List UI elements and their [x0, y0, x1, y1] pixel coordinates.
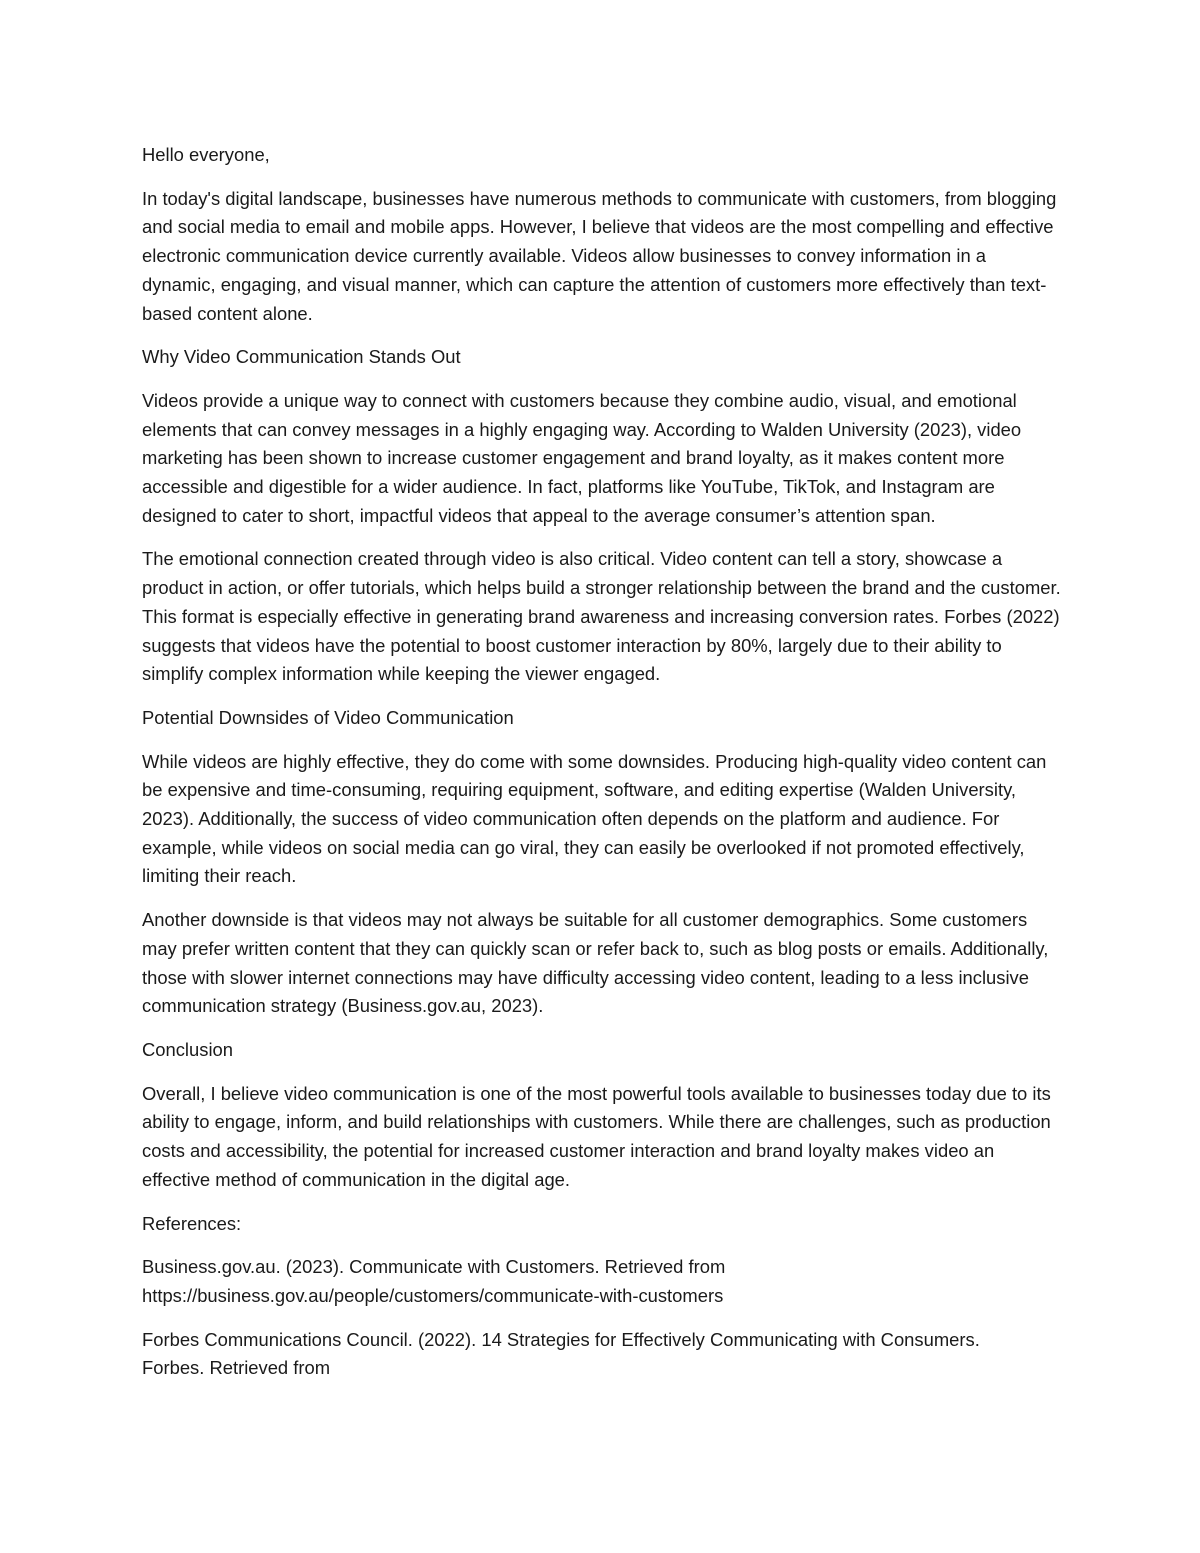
greeting: Hello everyone, [142, 144, 270, 165]
section-heading-conclusion: Conclusion [142, 1038, 233, 1060]
reference-url: https://business.gov.au/people/customers/communicate-with-customers [142, 1284, 724, 1306]
references-heading: References: [142, 1212, 242, 1234]
section-heading-downsides: Potential Downsides of Video Communication [142, 706, 514, 728]
conclusion-paragraph: Overall, I believe video communication is one of the most powerful tools available to businesses today due to its ability to engage, inform, and build relationships with customers. While there are challenges, such as production costs and accessibility, the potential for increased customer interaction and brand loyalty makes video an effective method of communication in the digital age. [142, 1082, 1051, 1190]
intro-paragraph: In today's digital landscape, businesses have numerous methods to communicate with customers, from blogging and social media to email and mobile apps. However, I believe that videos are the most compelling and effective electronic communication device currently available. Videos allow businesses to convey information in a dynamic, engaging, and visual manner, which can capture the attention of customers more effectively than text-based content alone. [142, 187, 1057, 324]
reference-citation-continued: Forbes. Retrieved from [142, 1357, 331, 1379]
reference-citation: Forbes Communications Council. (2022). 14 Strategies for Effectively Communicating with Consumers. [142, 1328, 980, 1350]
document-body [142, 141, 1062, 1398]
paragraph: While videos are highly effective, they do come with some downsides. Producing high-quality video content can be expensive and time-consuming, requiring equipment, software, and editing expertise (Walden University, 2023). Additionally, the success of video communication often depends on the platform and audience. For example, while videos on social media can go viral, they can easily be overlooked if not promoted effectively, limiting their reach. [142, 750, 1047, 887]
paragraph: The emotional connection created through video is also critical. Video content can tell a story, showcase a product in action, or offer tutorials, which helps build a stronger relationship between the brand and the customer. This format is especially effective in generating brand awareness and increasing conversion rates. Forbes (2022) suggests that videos have the potential to boost customer interaction by 80%, largely due to their ability to simplify complex information while keeping the viewer engaged. [142, 548, 1061, 685]
section-heading-why-video: Why Video Communication Stands Out [142, 346, 461, 368]
reference-citation: Business.gov.au. (2023). Communicate with Customers. Retrieved from [142, 1256, 726, 1278]
paragraph: Another downside is that videos may not always be suitable for all customer demographics. Some customers may prefer written content that they can quickly scan or refer back to, such as blog posts or emails. Additionally, those with slower internet connections may have difficulty accessing video content, leading to a less inclusive communication strategy (Business.gov.au, 2023). [142, 909, 1049, 1017]
reference-entry [142, 1253, 1062, 1310]
reference-entry [142, 1326, 1062, 1383]
paragraph: Videos provide a unique way to connect with customers because they combine audio, visual, and emotional elements that can convey messages in a highly engaging way. According to Walden University (2023), video marketing has been shown to increase customer engagement and brand loyalty, as it makes content more accessible and digestible for a wider audience. In fact, platforms like YouTube, TikTok, and Instagram are designed to cater to short, impactful videos that appeal to the average consumer’s attention span. [142, 389, 1022, 526]
